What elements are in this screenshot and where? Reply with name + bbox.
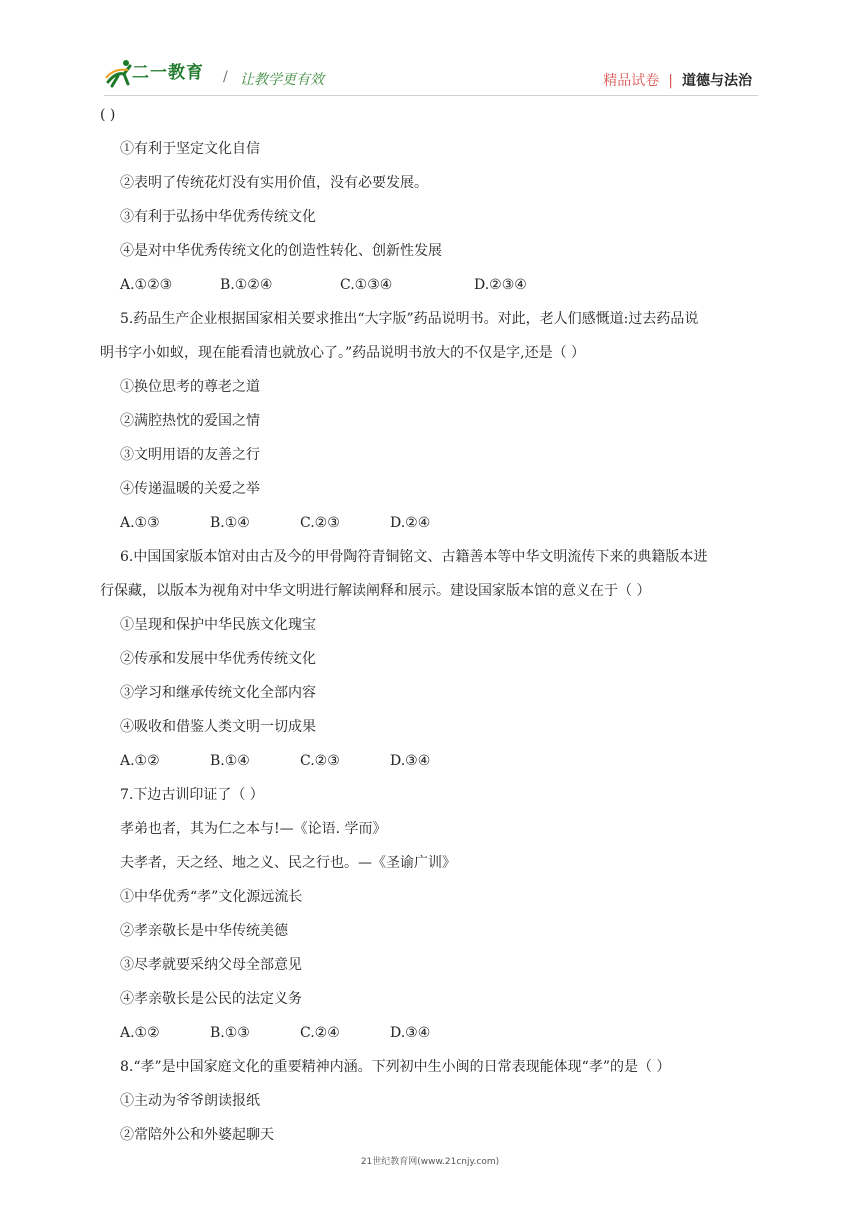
answer-option: A.①③ xyxy=(120,515,160,531)
page-footer: 21世纪教育网(www.21cnjy.com) xyxy=(360,1157,500,1167)
text-line: 7.下边古训印证了（ ） xyxy=(120,787,264,803)
page-header xyxy=(0,0,860,100)
text-line: ④孝亲敬长是公民的法定义务 xyxy=(120,991,302,1007)
text-line: 5.药品生产企业根据国家相关要求推出“大字版”药品说明书。对此，老人们感慨道:过去药品说 xyxy=(120,311,699,327)
text-line: ③尽孝就要采纳父母全部意见 xyxy=(120,957,302,973)
text-line: ③学习和继承传统文化全部内容 xyxy=(120,685,316,701)
text-line: ( ) xyxy=(100,107,116,123)
answer-option: C.②③ xyxy=(300,515,340,531)
text-line: ②孝亲敬长是中华传统美德 xyxy=(120,923,288,939)
header-divider xyxy=(104,95,758,96)
text-line: 8.“孝”是中国家庭文化的重要精神内涵。下列初中生小闽的日常表现能体现“孝”的是（ ） xyxy=(120,1059,671,1075)
answer-option: D.②④ xyxy=(390,515,431,531)
text-line: 6.中国国家版本馆对由古及今的甲骨陶符青铜铭文、古籍善本等中华文明流传下来的典籍版本进 xyxy=(120,549,708,565)
answer-option: B.①③ xyxy=(210,1025,250,1041)
header-slash: / xyxy=(223,69,228,85)
question-content xyxy=(100,103,766,1157)
logo-text: 二一教育 xyxy=(132,63,204,83)
answer-option: C.①③④ xyxy=(340,277,393,293)
answer-option: A.①② xyxy=(120,1025,160,1041)
text-line: 夫孝者，天之经、地之义、民之行也。—《圣谕广训》 xyxy=(120,855,456,871)
text-line: 行保藏，以版本为视角对中华文明进行解读阐释和展示。建设国家版本馆的意义在于（ ） xyxy=(100,583,651,599)
answer-option: A.①②③ xyxy=(120,277,173,293)
answer-options xyxy=(100,511,766,545)
answer-options xyxy=(100,749,766,783)
answer-option: D.③④ xyxy=(390,753,431,769)
text-line: 孝弟也者，其为仁之本与!—《论语. 学而》 xyxy=(120,821,387,837)
answer-option: B.①④ xyxy=(210,753,250,769)
answer-option: A.①② xyxy=(120,753,160,769)
answer-option: D.②③④ xyxy=(474,277,527,293)
header-tags xyxy=(603,70,752,90)
text-line: ①主动为爷爷朗读报纸 xyxy=(120,1093,260,1109)
text-line: ③文明用语的友善之行 xyxy=(120,447,260,463)
text-line: ③有利于弘扬中华优秀传统文化 xyxy=(120,209,316,225)
text-line: ①有利于坚定文化自信 xyxy=(120,141,260,157)
answer-options xyxy=(100,273,766,307)
answer-option: C.②③ xyxy=(300,753,340,769)
tag-separator: | xyxy=(668,73,673,89)
text-line: 明书字小如蚁，现在能看清也就放心了。”药品说明书放大的不仅是字,还是（ ） xyxy=(100,345,586,361)
text-line: ②常陪外公和外婆起聊天 xyxy=(120,1127,274,1143)
subject-label: 道德与法治 xyxy=(682,73,752,89)
answer-option: C.②④ xyxy=(300,1025,340,1041)
text-line: ①中华优秀“孝”文化源远流长 xyxy=(120,889,303,905)
answer-option: B.①②④ xyxy=(220,277,273,293)
text-line: ④是对中华优秀传统文化的创造性转化、创新性发展 xyxy=(120,243,442,259)
text-line: ④传递温暖的关爱之举 xyxy=(120,481,260,497)
answer-option: B.①④ xyxy=(210,515,250,531)
text-line: ②表明了传统花灯没有实用价值，没有必要发展。 xyxy=(120,175,428,191)
text-line: ①换位思考的尊老之道 xyxy=(120,379,260,395)
text-line: ②满腔热忱的爱国之情 xyxy=(120,413,260,429)
answer-options xyxy=(100,1021,766,1055)
exam-tag: 精品试卷 xyxy=(603,73,660,89)
text-line: ②传承和发展中华优秀传统文化 xyxy=(120,651,316,667)
answer-option: D.③④ xyxy=(390,1025,431,1041)
text-line: ④吸收和借鉴人类文明一切成果 xyxy=(120,719,316,735)
header-slogan: 让教学更有效 xyxy=(240,72,324,88)
text-line: ①呈现和保护中华民族文化瑰宝 xyxy=(120,617,316,633)
